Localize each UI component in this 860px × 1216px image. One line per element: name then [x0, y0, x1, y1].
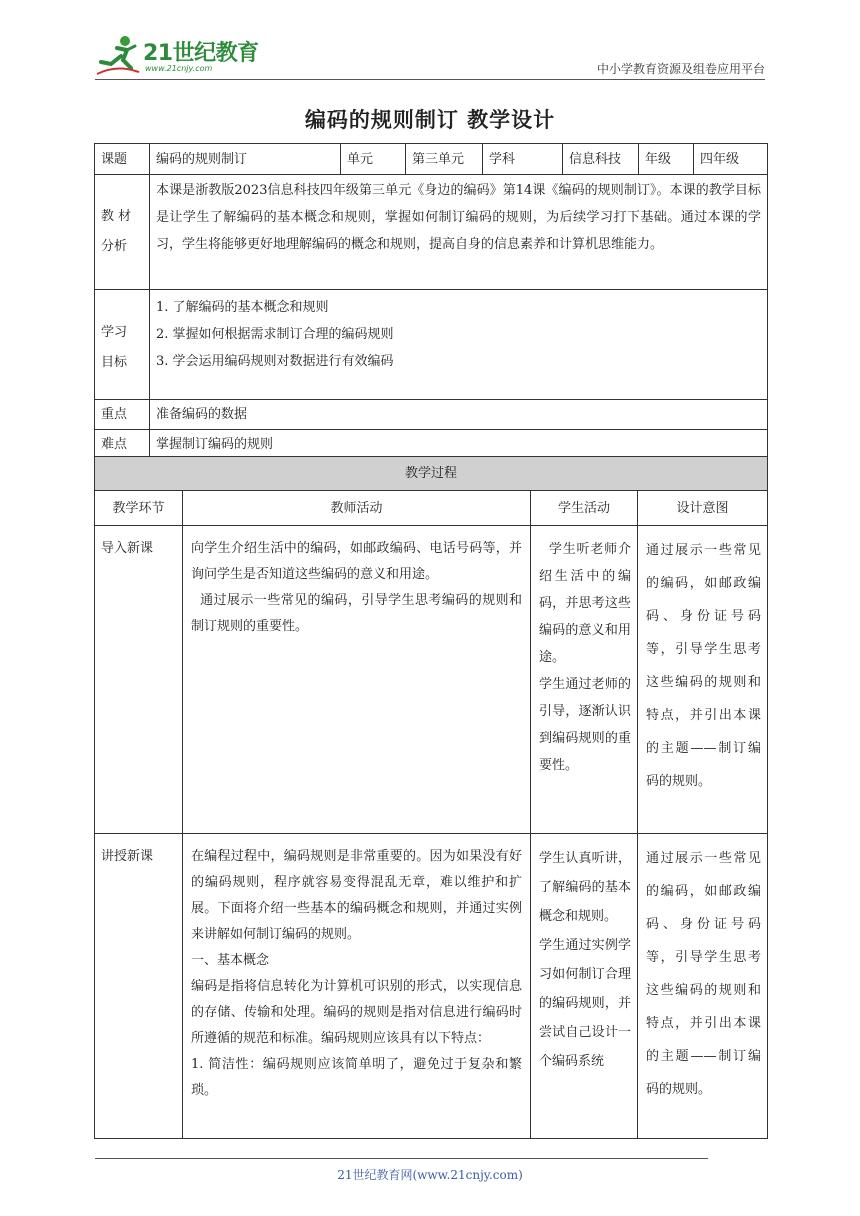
subject-value: 信息科技 — [563, 144, 639, 175]
footer-divider — [95, 1158, 708, 1159]
column-header: 学生活动 — [531, 491, 638, 526]
analysis-label-line-1: 教 材 — [101, 209, 132, 224]
student-activity — [531, 526, 638, 834]
key-point-label: 重点 — [95, 400, 150, 430]
paragraph: 编码是指将信息转化为计算机可识别的形式，以实现信息的存储、传输和处理。编码的规则是指对信息进行编码时所遵循的规范和标准。编码规则应该具有以下特点： — [191, 979, 522, 1046]
key-point-text: 准备编码的数据 — [150, 400, 768, 430]
column-header: 教师活动 — [183, 491, 531, 526]
teaching-process-table — [94, 456, 768, 1139]
difficulty-text: 掌握制订编码的规则 — [150, 430, 768, 459]
topic-label: 课题 — [95, 144, 150, 175]
lesson-info-table — [94, 143, 768, 459]
runner-logo-icon — [95, 34, 141, 78]
objectives-label — [95, 290, 150, 400]
table-row — [95, 457, 768, 491]
grade-value: 四年级 — [694, 144, 768, 175]
logo-url: www.21cnjy.com — [145, 64, 213, 73]
paragraph: 一、基本概念 — [191, 953, 270, 968]
design-intent: 通过展示一些常见的编码，如邮政编码、身份证号码等，引导学生思考这些编码的规则和特点，并引出本课的主题——制订编码的规则。 — [638, 834, 768, 1139]
student-activity — [531, 834, 638, 1139]
header-divider — [95, 79, 765, 80]
analysis-text: 本课是浙教版2023信息科技四年级第三单元《身边的编码》第14课《编码的规则制订》。本课的教学目标是让学生了解编码的基本概念和规则，掌握如何制订编码的规则，为后续学习打下基础。通过本课的学习，学生将能够更好地理解编码的概念和规则，提高自身的信息素养和计算机思维能力。 — [150, 175, 768, 290]
table-row — [95, 175, 768, 290]
stage-cell: 讲授新课 — [95, 834, 183, 1139]
teacher-activity — [183, 526, 531, 834]
table-row — [95, 430, 768, 459]
page-header — [95, 34, 765, 78]
table-row — [95, 491, 768, 526]
paragraph: 向学生介绍生活中的编码，如邮政编码、电话号码等，并询问学生是否知道这些编码的意义和用途。 — [191, 541, 522, 582]
objectives-label-line-2: 目标 — [101, 355, 128, 370]
list-item: 1. 了解编码的基本概念和规则 — [156, 300, 329, 315]
analysis-label-line-2: 分析 — [101, 239, 128, 254]
design-intent: 通过展示一些常见的编码，如邮政编码、身份证号码等，引导学生思考这些编码的规则和特点，并引出本课的主题——制订编码的规则。 — [638, 526, 768, 834]
objectives-label-line-1: 学习 — [101, 325, 128, 340]
table-row — [95, 144, 768, 175]
stage-cell: 导入新课 — [95, 526, 183, 834]
page-footer: 21世纪教育网(www.21cnjy.com) — [337, 1168, 523, 1182]
platform-name: 中小学教育资源及组卷应用平台 — [596, 62, 765, 76]
table-row — [95, 834, 768, 1139]
list-item: 2. 掌握如何根据需求制订合理的编码规则 — [156, 327, 394, 342]
paragraph: 学生通过实例学习如何制订合理的编码规则，并尝试自己设计一个编码系统 — [539, 938, 631, 1069]
paragraph: 学生认真听讲，了解编码的基本概念和规则。 — [539, 851, 631, 924]
paragraph: 学生听老师介绍生活中的编码，并思考这些编码的意义和用途。 — [539, 542, 631, 665]
logo-text: 21世纪教育 — [143, 41, 259, 66]
page-title: 编码的规则制订 教学设计 — [304, 108, 556, 132]
paragraph: 通过展示一些常见的编码，引导学生思考编码的规则和制订规则的重要性。 — [191, 593, 522, 634]
difficulty-label: 难点 — [95, 430, 150, 459]
table-row — [95, 290, 768, 400]
grade-label: 年级 — [639, 144, 694, 175]
site-logo — [95, 34, 295, 78]
unit-value: 第三单元 — [406, 144, 483, 175]
analysis-label — [95, 175, 150, 290]
paragraph: 1. 简洁性：编码规则应该简单明了，避免过于复杂和繁琐。 — [191, 1057, 522, 1098]
topic-value: 编码的规则制订 — [150, 144, 341, 175]
table-row — [95, 400, 768, 430]
teacher-activity — [183, 834, 531, 1139]
objectives-list — [150, 290, 768, 400]
process-title: 教学过程 — [95, 457, 768, 491]
list-item: 3. 学会运用编码规则对数据进行有效编码 — [156, 354, 394, 369]
subject-label: 学科 — [483, 144, 563, 175]
column-header: 教学环节 — [95, 491, 183, 526]
paragraph: 学生通过老师的引导，逐渐认识到编码规则的重要性。 — [539, 677, 631, 773]
table-row — [95, 526, 768, 834]
paragraph: 在编程过程中，编码规则是非常重要的。因为如果没有好的编码规则，程序就容易变得混乱无章，难以维护和扩展。下面将介绍一些基本的编码概念和规则，并通过实例来讲解如何制订编码的规则。 — [191, 849, 522, 942]
unit-label: 单元 — [341, 144, 406, 175]
column-header: 设计意图 — [638, 491, 768, 526]
